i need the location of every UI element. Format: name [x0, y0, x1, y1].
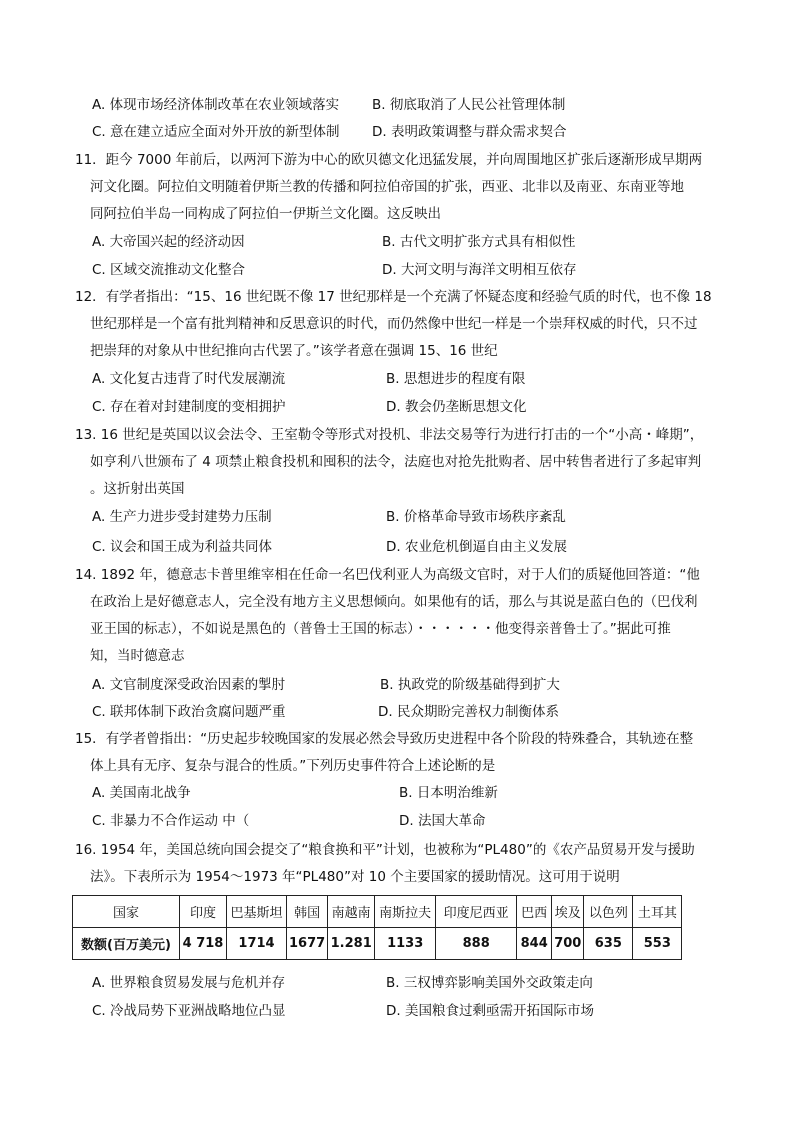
q11-option-c[interactable]: C. 区域交流推动文化整合	[92, 262, 246, 278]
q14-option-d[interactable]: D. 民众期盼完善权力制衡体系	[378, 704, 559, 720]
table-header-cell: 南越南	[328, 896, 375, 928]
q10-option-d[interactable]: D. 表明政策调整与群众需求契合	[372, 124, 567, 140]
q14-stem-line2: 在政治上是好德意志人，完全没有地方主义思想倾向。如果他有的话，那么与其说是蓝白色的（巴伐利	[90, 594, 698, 610]
q16-stem-line2: 法》。下表所示为 1954～1973 年“PL480”对 10 个主要国家的援助情况。这可用于说明	[90, 869, 620, 885]
table-cell: 4 718	[180, 928, 227, 960]
q11-stem-line2: 河文化圈。阿拉伯文明随着伊斯兰教的传播和阿拉伯帝国的扩张，西亚、北非以及南亚、东南亚等地	[90, 179, 684, 195]
q11-stem-line1: 11．距今 7000 年前后，以两河下游为中心的欧贝德文化迅猛发展，并向周围地区扩张后逐渐形成早期两	[75, 152, 703, 168]
q12-option-d[interactable]: D. 教会仍垄断思想文化	[386, 399, 527, 415]
table-header-cell: 印度	[180, 896, 227, 928]
q12-option-b[interactable]: B. 思想进步的程度有限	[386, 371, 526, 387]
table-cell: 700	[552, 928, 584, 960]
q12-option-c[interactable]: C. 存在着对封建制度的变相拥护	[92, 399, 286, 415]
table-header-cell: 韩国	[287, 896, 328, 928]
q11-stem-line3: 同阿拉伯半岛一同构成了阿拉伯一伊斯兰文化圈。这反映出	[90, 206, 441, 222]
table-header-cell: 南斯拉夫	[375, 896, 436, 928]
q14-stem-line1: 14. 1892 年，德意志卡普里维宰相在任命一名巴伐利亚人为高级文官时，对于人们的质疑他回答道：“他	[75, 567, 700, 583]
q15-option-d[interactable]: D. 法国大革命	[399, 813, 486, 829]
q10-option-a[interactable]: A. 体现市场经济体制改革在农业领域落实	[92, 97, 340, 113]
q14-option-b[interactable]: B. 执政党的阶级基础得到扩大	[380, 677, 560, 693]
table-header-cell: 埃及	[552, 896, 584, 928]
q13-option-c[interactable]: C. 议会和国王成为利益共同体	[92, 539, 273, 555]
table-cell: 1.281	[328, 928, 375, 960]
q13-option-d[interactable]: D. 农业危机倒逼自由主义发展	[386, 539, 567, 555]
table-header-cell: 巴基斯坦	[227, 896, 287, 928]
table-header-cell: 巴西	[517, 896, 552, 928]
q10-option-b[interactable]: B. 彻底取消了人民公社管理体制	[372, 97, 566, 113]
q14-stem-line4: 知，当时德意志	[90, 648, 185, 664]
q10-option-c[interactable]: C. 意在建立适应全面对外开放的新型体制	[92, 124, 340, 140]
table-cell: 1133	[375, 928, 436, 960]
table-cell: 1714	[227, 928, 287, 960]
q15-stem-line2: 体上具有无序、复杂与混合的性质。”下列历史事件符合上述论断的是	[90, 758, 496, 774]
table-cell: 1677	[287, 928, 328, 960]
q13-stem-line2: 如亨利八世颁布了 4 项禁止粮食投机和囤积的法令，法庭也对抢先批购者、居中转售者进行了多起审判	[90, 454, 702, 470]
aid-table	[72, 895, 682, 960]
q16-stem-line1: 16. 1954 年，美国总统向国会提交了“粮食换和平”计划，也被称为“PL480”的《农产品贸易开发与援助	[75, 842, 695, 858]
q16-option-b[interactable]: B. 三权博弈影响美国外交政策走向	[386, 975, 593, 991]
table-header-cell: 以色列	[584, 896, 633, 928]
q16-option-a[interactable]: A. 世界粮食贸易发展与危机并存	[92, 975, 286, 991]
q15-stem-line1: 15．有学者曾指出：“历史起步较晚国家的发展必然会导致历史进程中各个阶段的特殊叠合，其轨迹在整	[75, 731, 694, 747]
q15-option-c[interactable]: C. 非暴力不合作运动 中（	[92, 813, 250, 829]
table-header-label: 国家	[73, 896, 180, 928]
q13-stem-line3: 。这折射出英国	[90, 481, 185, 497]
q11-option-b[interactable]: B. 古代文明扩张方式具有相似性	[382, 234, 576, 250]
q16-option-d[interactable]: D. 美国粮食过剩亟需开拓国际市场	[386, 1003, 594, 1019]
q11-option-a[interactable]: A. 大帝国兴起的经济动因	[92, 234, 245, 250]
q14-option-a[interactable]: A. 文官制度深受政治因素的掣肘	[92, 677, 286, 693]
q13-option-a[interactable]: A. 生产力进步受封建势力压制	[92, 509, 272, 525]
table-header-row	[73, 896, 682, 928]
q11-option-d[interactable]: D. 大河文明与海洋文明相互依存	[382, 262, 577, 278]
q13-option-b[interactable]: B. 价格革命导致市场秩序紊乱	[386, 509, 566, 525]
q12-stem-line3: 把崇拜的对象从中世纪推向古代罢了。”该学者意在强调 15、16 世纪	[90, 343, 498, 359]
q12-option-a[interactable]: A. 文化复古违背了时代发展潮流	[92, 371, 286, 387]
table-cell: 844	[517, 928, 552, 960]
q15-option-b[interactable]: B. 日本明治维新	[399, 785, 498, 801]
q15-option-a[interactable]: A. 美国南北战争	[92, 785, 191, 801]
table-header-cell: 印度尼西亚	[436, 896, 517, 928]
q12-stem-line1: 12．有学者指出：“15、16 世纪既不像 17 世纪那样是一个充满了怀疑态度和经验气质的时代，也不像 18	[75, 289, 712, 305]
table-row	[73, 928, 682, 960]
table-cell: 553	[633, 928, 682, 960]
q14-option-c[interactable]: C. 联邦体制下政治贪腐问题严重	[92, 704, 286, 720]
table-cell: 635	[584, 928, 633, 960]
q14-stem-line3: 亚王国的标志），不如说是黑色的（普鲁士王国的标志）・・・・・・他变得亲普鲁士了。”据此可推	[90, 621, 671, 637]
table-header-cell: 土耳其	[633, 896, 682, 928]
q12-stem-line2: 世纪那样是一个富有批判精神和反思意识的时代，而仍然像中世纪一样是一个崇拜权威的时代，只不过	[90, 316, 698, 332]
table-cell: 888	[436, 928, 517, 960]
q13-stem-line1: 13. 16 世纪是英国以议会法令、王室勒令等形式对投机、非法交易等行为进行打击的一个“小高・峰期”，	[75, 427, 704, 443]
q16-option-c[interactable]: C. 冷战局势下亚洲战略地位凸显	[92, 1003, 286, 1019]
table-row-label: 数额(百万美元)	[73, 928, 180, 960]
